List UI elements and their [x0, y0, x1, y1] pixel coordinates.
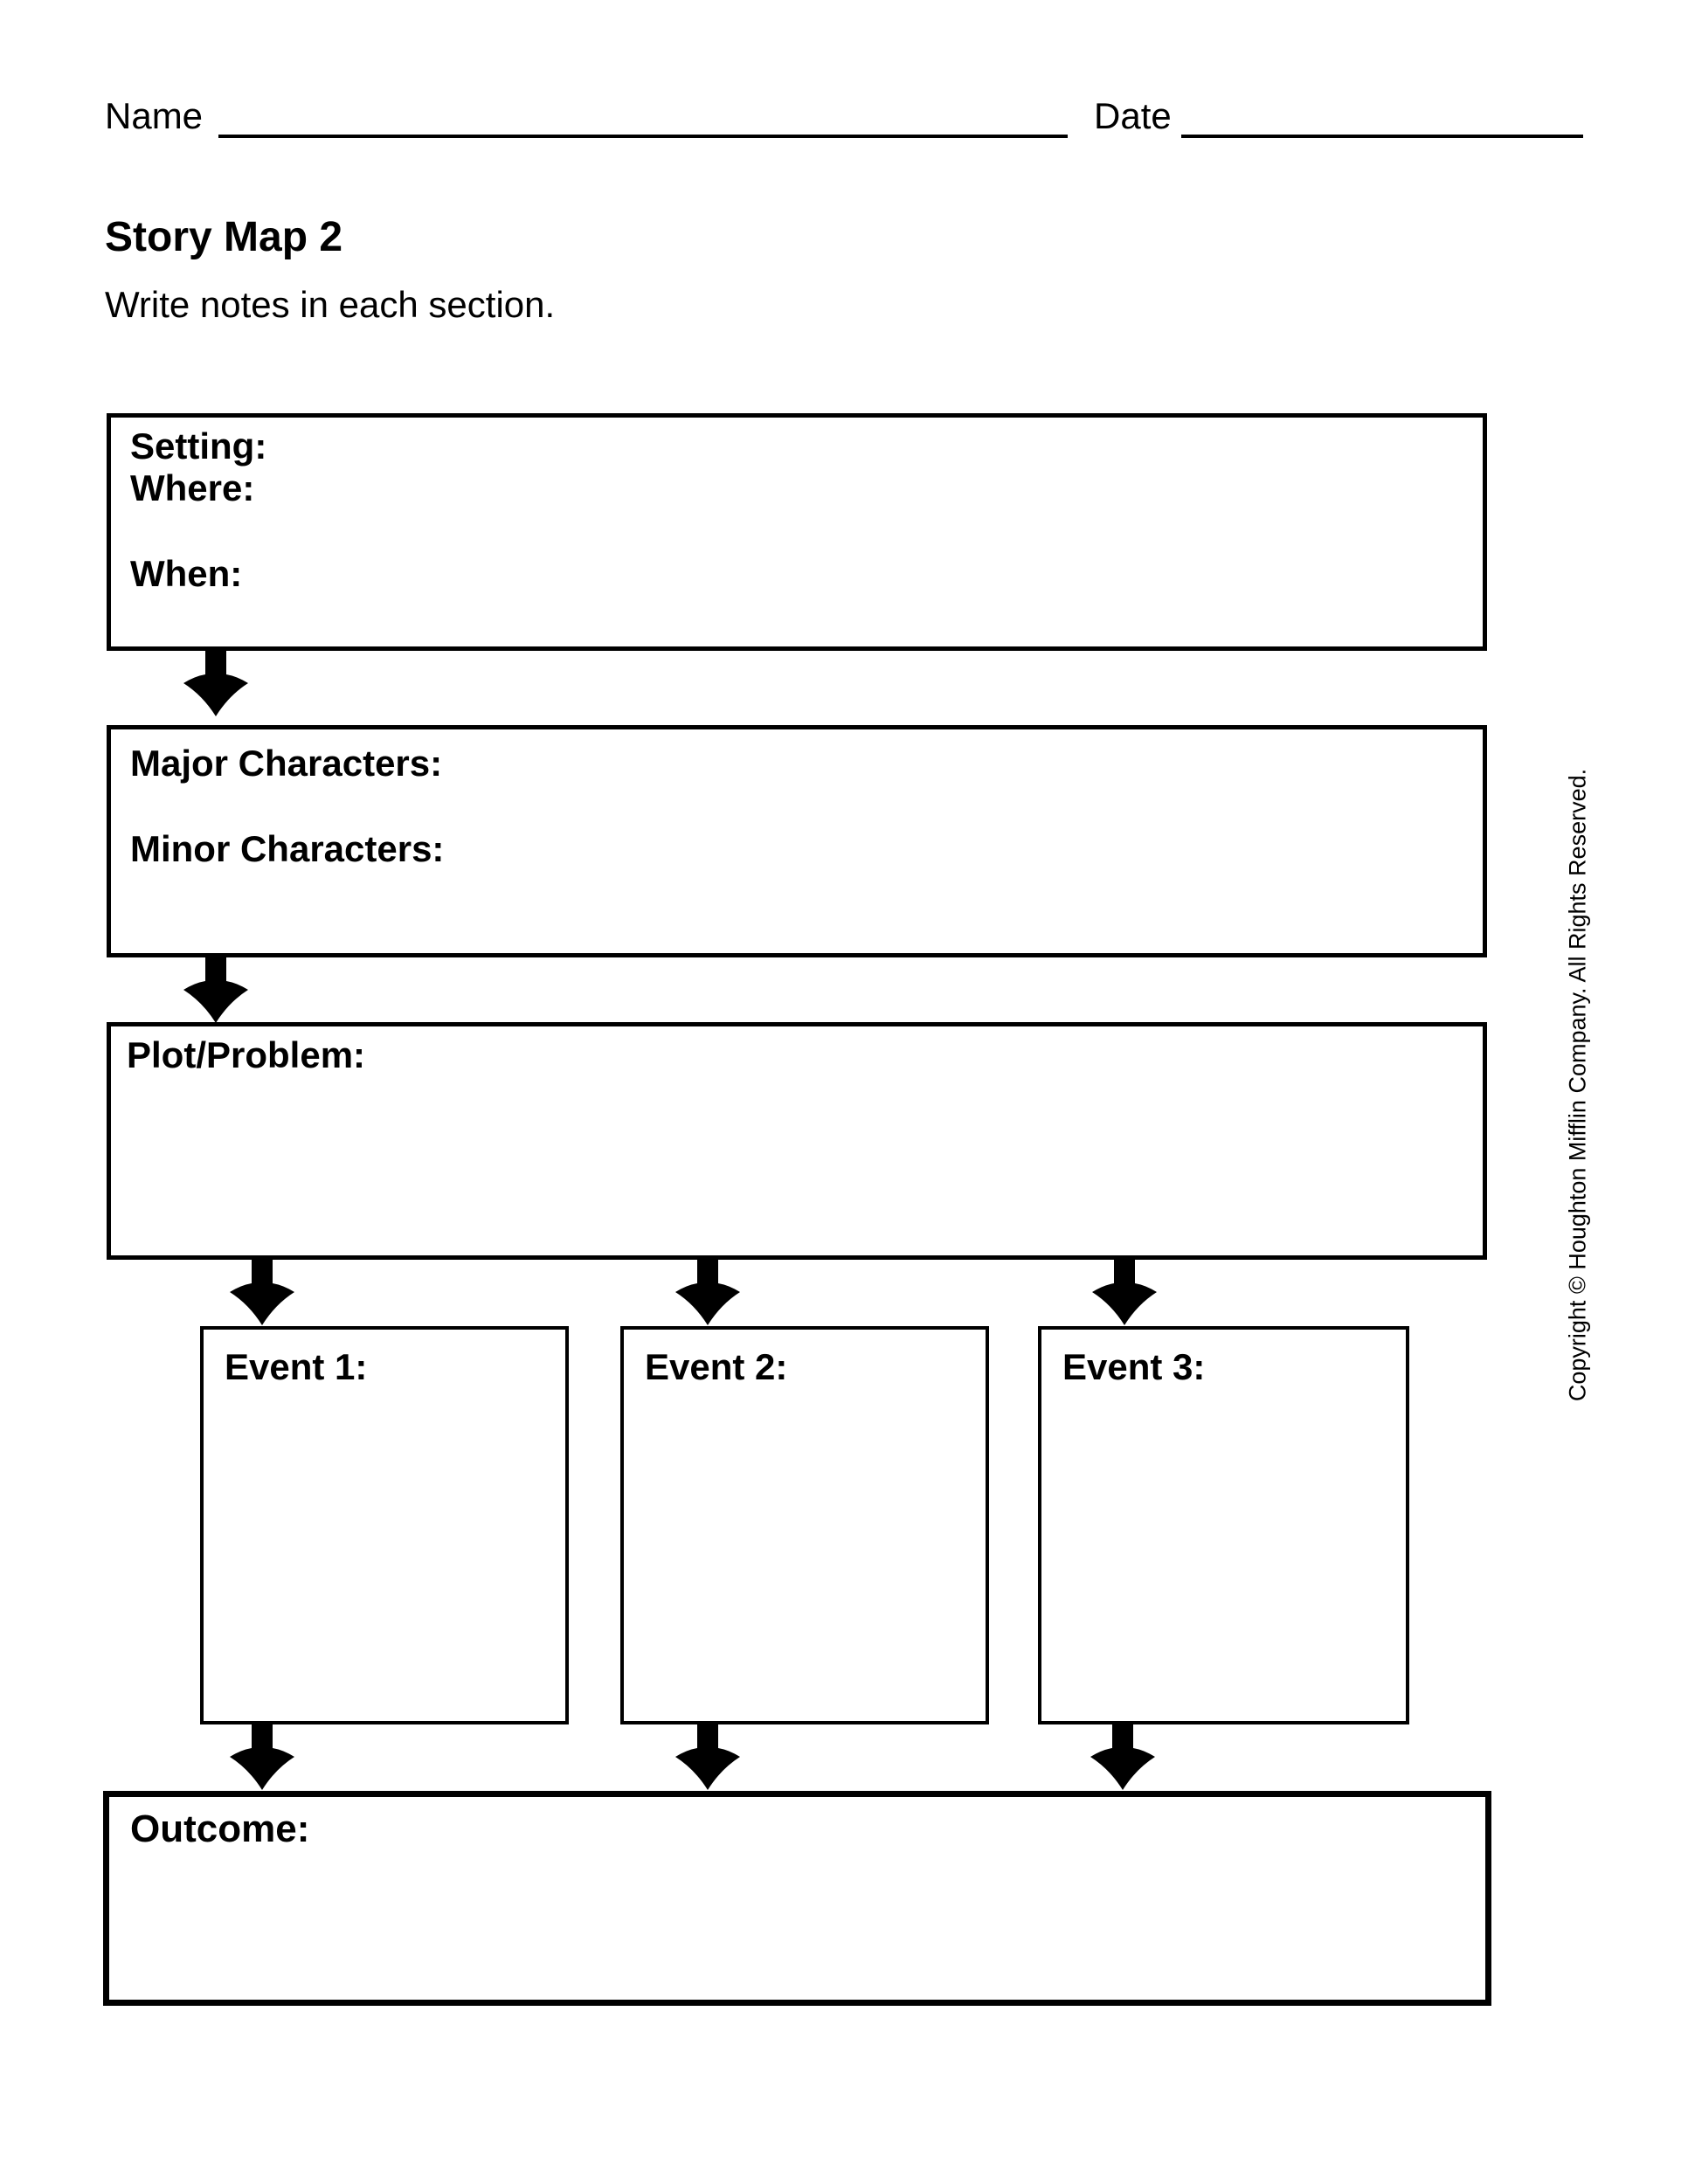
setting-when-label: When: [130, 553, 243, 594]
event-3-heading: Event 3: [1062, 1346, 1206, 1387]
down-arrow-icon [675, 1724, 740, 1790]
outcome-heading: Outcome: [130, 1807, 310, 1850]
down-arrow-icon [675, 1259, 740, 1325]
date-input-line[interactable] [1181, 100, 1583, 138]
name-label: Name [105, 95, 204, 136]
event-2-box[interactable] [620, 1326, 989, 1724]
plot-problem-heading: Plot/Problem: [127, 1034, 366, 1075]
date-label: Date [1094, 95, 1172, 136]
page-instructions: Write notes in each section. [105, 284, 556, 325]
minor-characters-label: Minor Characters: [130, 828, 445, 869]
copyright-notice: Copyright © Houghton Mifflin Company. All Rights Reserved. [1564, 768, 1591, 1402]
name-input-line[interactable] [218, 100, 1068, 138]
event-2-heading: Event 2: [645, 1346, 788, 1387]
down-arrow-icon [183, 957, 248, 1023]
setting-heading: Setting: [130, 425, 267, 467]
event-1-heading: Event 1: [225, 1346, 368, 1387]
plot-problem-box[interactable] [107, 1022, 1487, 1260]
event-3-box[interactable] [1038, 1326, 1409, 1724]
event-1-box[interactable] [200, 1326, 569, 1724]
down-arrow-icon [1090, 1724, 1155, 1790]
setting-where-label: Where: [130, 467, 255, 508]
down-arrow-icon [183, 650, 248, 716]
down-arrow-icon [230, 1259, 294, 1325]
down-arrow-icon [230, 1724, 294, 1790]
characters-box[interactable] [107, 725, 1487, 957]
down-arrow-icon [1092, 1259, 1157, 1325]
major-characters-label: Major Characters: [130, 743, 443, 784]
setting-box[interactable] [107, 413, 1487, 651]
page-title: Story Map 2 [105, 214, 343, 260]
outcome-box[interactable] [103, 1791, 1491, 2006]
